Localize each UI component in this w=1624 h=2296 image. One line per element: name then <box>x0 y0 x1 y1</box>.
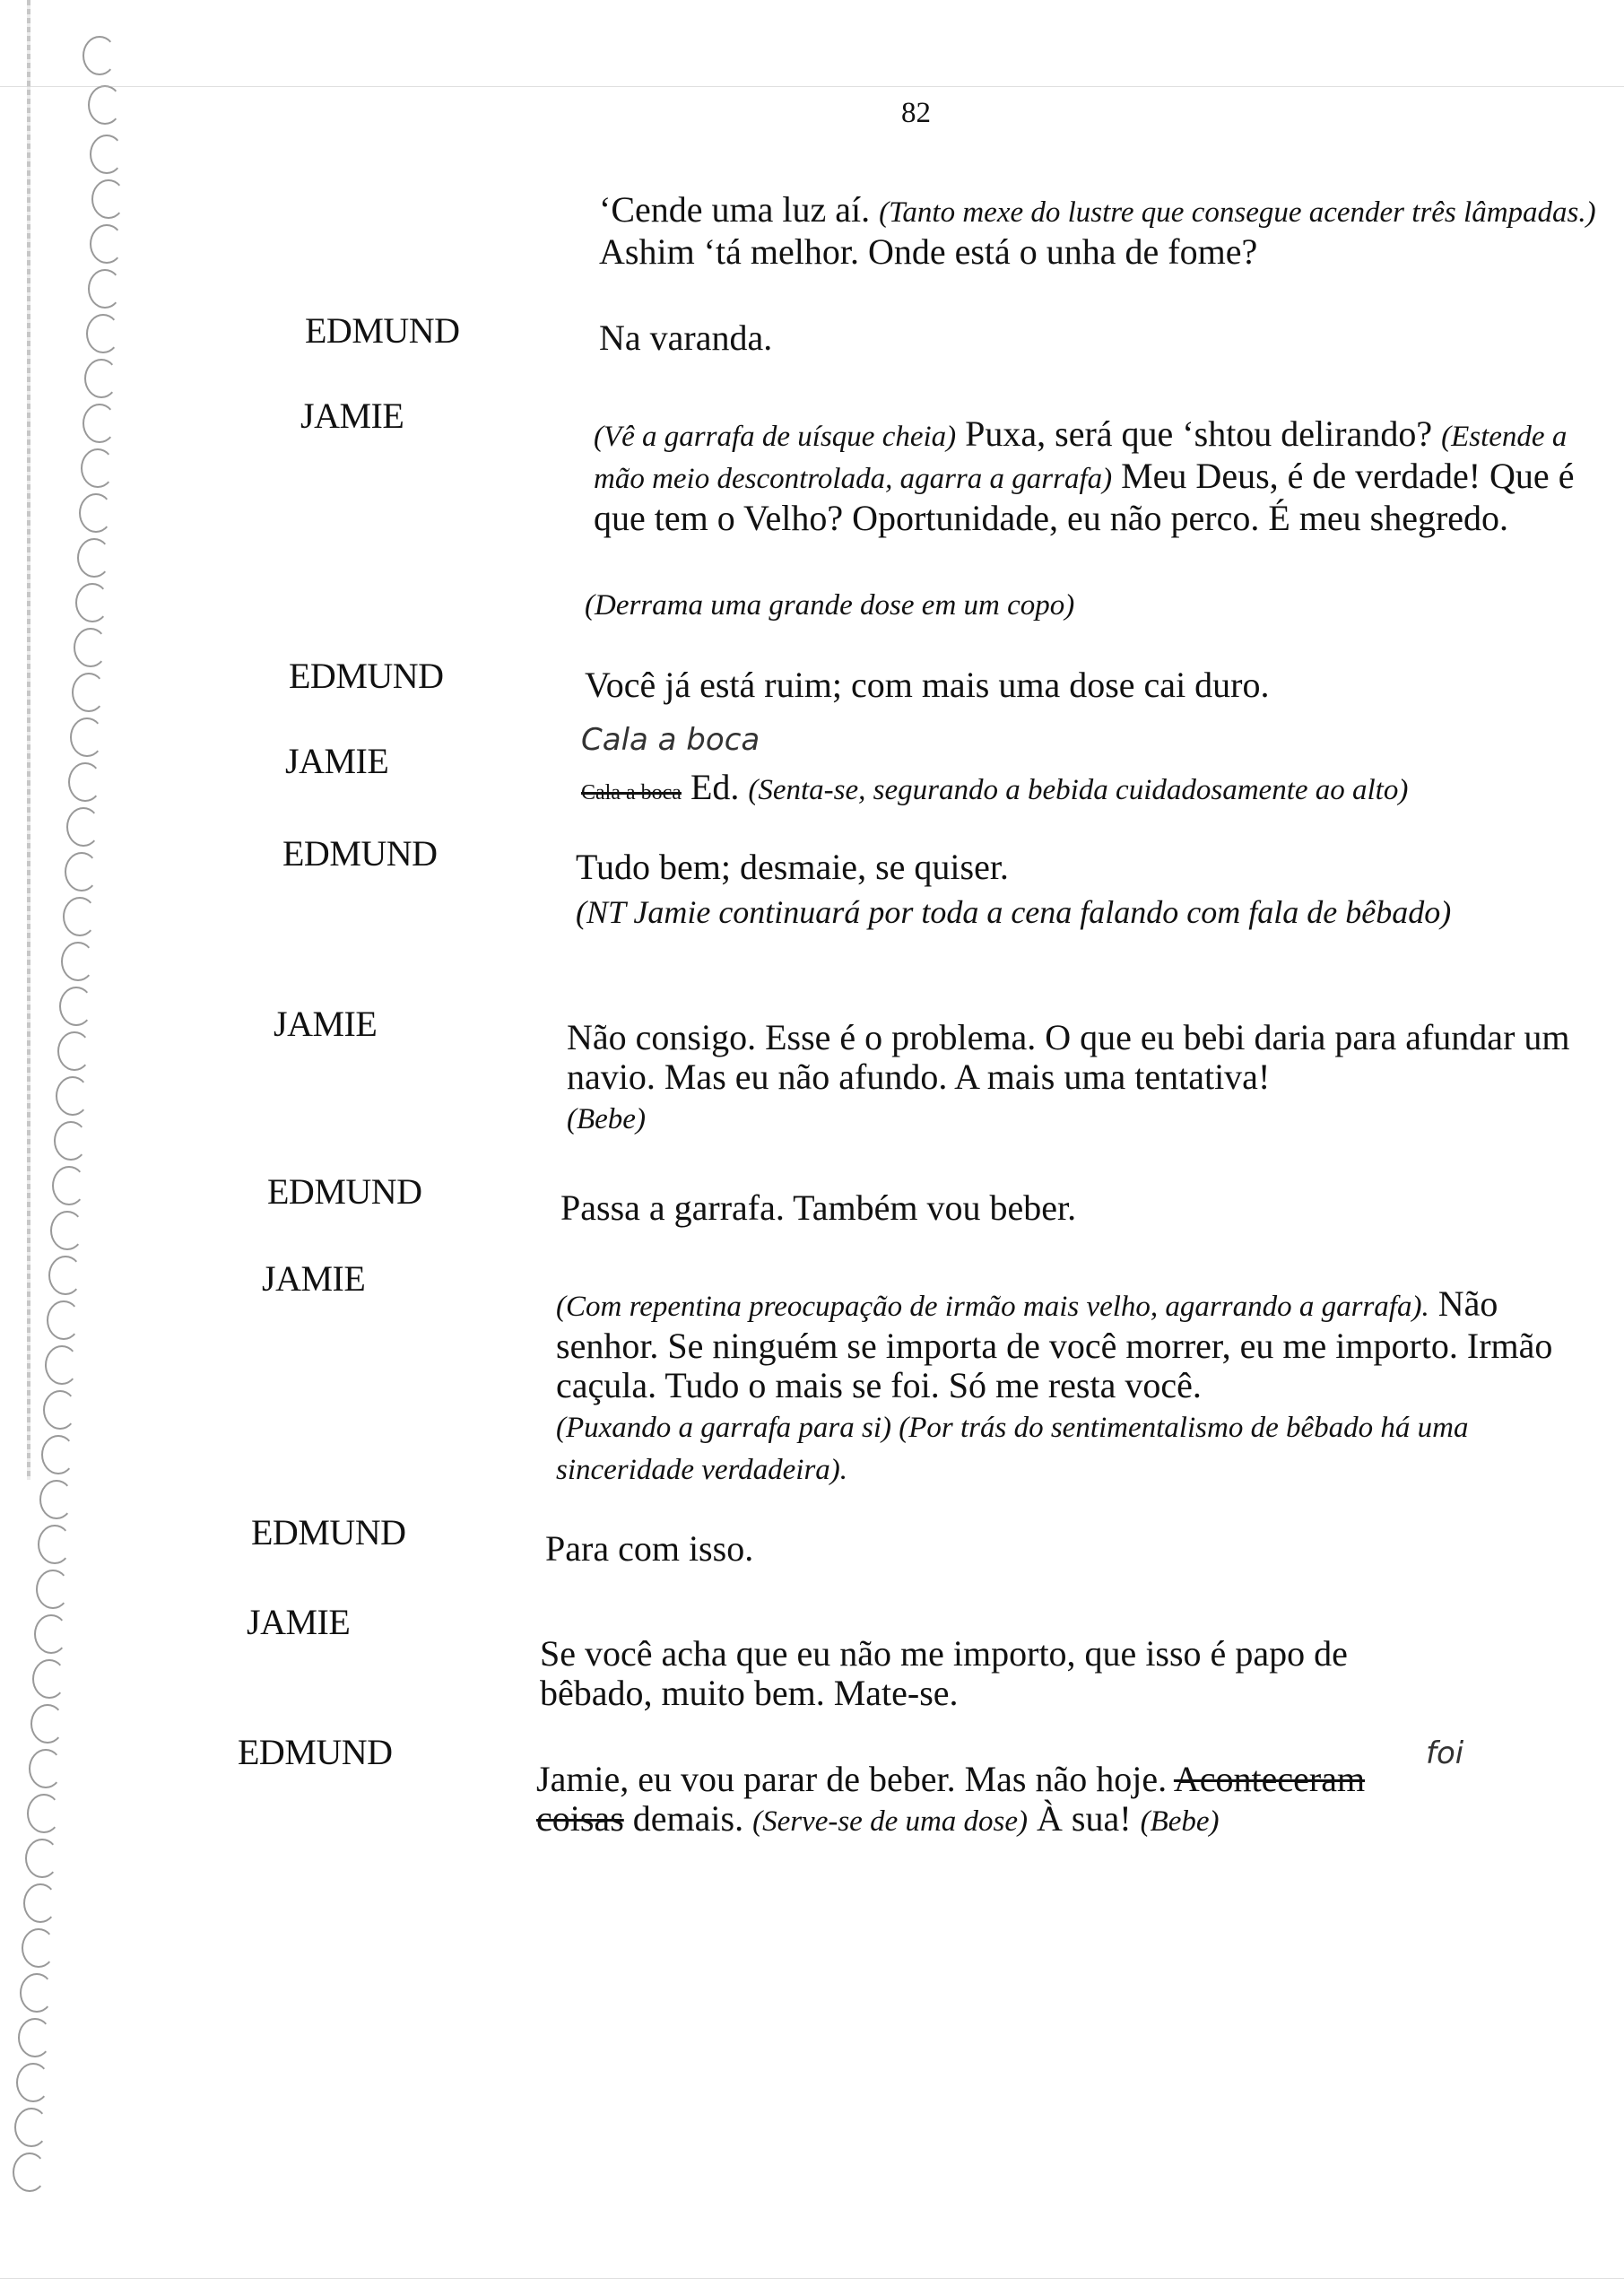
binding-hole <box>45 1345 79 1385</box>
binding-hole <box>81 448 115 488</box>
stage-direction: (Derrama uma grande dose em um copo) <box>585 589 1075 622</box>
dialogue-text: Puxa, será que ‘shtou delirando? <box>956 413 1442 454</box>
binding-hole <box>68 762 102 802</box>
binding-hole <box>43 1390 77 1430</box>
binding-hole <box>59 987 93 1026</box>
stage-direction: (Estende a mão meio descontrolada, agarra a garrafa) <box>594 421 1568 495</box>
stage-direction: (Serve-se de uma dose) <box>752 1805 1029 1838</box>
binding-hole <box>88 85 122 125</box>
speaker-edmund: EDMUND <box>305 310 460 351</box>
page-number: 82 <box>901 97 931 129</box>
binding-hole <box>52 1166 86 1205</box>
binding-hole <box>86 314 120 353</box>
binding-hole <box>16 2063 50 2102</box>
binding-hole <box>66 807 100 847</box>
binding-margin <box>0 0 63 2296</box>
binding-hole <box>41 1435 75 1474</box>
stage-direction: (Vê a garrafa de uísque cheia) <box>594 421 957 453</box>
dialogue-line <box>536 1760 1541 1841</box>
binding-hole <box>74 628 108 667</box>
dialogue-line <box>599 190 1603 272</box>
speaker-edmund: EDMUND <box>238 1732 393 1772</box>
binding-hole <box>84 359 118 398</box>
stage-direction: (Tanto mexe do lustre que consegue acender três lâmpadas.) <box>879 196 1596 229</box>
speaker-edmund: EDMUND <box>289 656 444 696</box>
binding-hole <box>63 897 97 936</box>
dialogue-text: Passa a garrafa. Também vou beber. <box>560 1187 1077 1228</box>
binding-hole <box>39 1480 74 1519</box>
binding-hole <box>90 224 124 264</box>
binding-hole <box>25 1839 59 1878</box>
dialogue-line <box>585 583 1589 625</box>
binding-hole <box>14 2108 48 2147</box>
speaker-edmund: EDMUND <box>282 833 438 874</box>
binding-hole <box>88 269 122 309</box>
speaker-edmund: EDMUND <box>251 1512 406 1552</box>
binding-hole <box>57 1031 91 1071</box>
binding-hole <box>13 2152 47 2192</box>
handwritten-correction: Cala a boca <box>581 722 760 758</box>
speaker-jamie: JAMIE <box>247 1602 351 1642</box>
binding-hole <box>23 1883 57 1923</box>
dialogue-line <box>594 414 1598 538</box>
dialogue-text: Não consigo. Esse é o problema. O que eu bebi daria para afundar um navio. Mas eu não afundo. A mais uma tentativa! <box>567 1017 1570 1097</box>
binding-hole <box>47 1300 81 1340</box>
dialogue-line <box>599 318 1603 358</box>
stage-direction: (Bebe) <box>1140 1805 1220 1838</box>
dialogue-line <box>581 768 1585 813</box>
dialogue-text: Você já está ruim; com mais uma dose cai duro. <box>585 665 1270 705</box>
dialogue-text: demais. <box>623 1798 753 1839</box>
binding-hole <box>65 852 99 891</box>
speaker-jamie: JAMIE <box>262 1258 366 1299</box>
scan-line <box>0 2278 1624 2279</box>
binding-hole <box>72 673 106 712</box>
binding-hole <box>20 1973 54 2013</box>
struck-text: coisas <box>536 1798 624 1839</box>
speaker-jamie: JAMIE <box>285 741 389 781</box>
binding-hole <box>38 1525 72 1564</box>
dialogue-line <box>576 848 1580 887</box>
binding-edge <box>27 0 30 1480</box>
dialogue-text: ‘Cende uma luz aí. <box>599 189 880 230</box>
binding-hole <box>70 718 104 757</box>
translator-note: (NT Jamie continuará por toda a cena falando com fala de bêbado) <box>576 894 1452 930</box>
binding-hole <box>34 1614 68 1654</box>
binding-hole <box>77 538 111 578</box>
dialogue-text: Na varanda. <box>599 317 773 358</box>
dialogue-line <box>545 1529 1550 1569</box>
handwritten-correction: foi <box>1426 1735 1464 1771</box>
binding-hole <box>30 1704 65 1744</box>
dialogue-line <box>540 1634 1455 1713</box>
binding-hole <box>27 1794 61 1833</box>
binding-hole <box>75 583 109 622</box>
stage-direction: (Senta-se, segurando a bebida cuidadosamente ao alto) <box>748 774 1409 806</box>
binding-hole <box>36 1570 70 1609</box>
binding-hole <box>22 1928 56 1968</box>
binding-hole <box>79 493 113 533</box>
stage-direction: (Puxando a garrafa para si) (Por trás do sentimentalismo de bêbado há uma sinceridade verdadeira). <box>556 1412 1469 1486</box>
dialogue-line <box>556 1284 1560 1490</box>
dialogue-line <box>576 892 1490 932</box>
binding-hole <box>83 404 117 443</box>
binding-hole <box>90 135 124 174</box>
dialogue-text: Jamie, eu vou parar de beber. Mas não hoje. <box>536 1759 1174 1799</box>
binding-hole <box>32 1659 66 1699</box>
stage-direction: (Com repentina preocupação de irmão mais velho, agarrando a garrafa). <box>556 1291 1429 1323</box>
dialogue-text: Não senhor. Se ninguém se importa de você morrer, eu me importo. Irmão caçula. Tudo o mais se foi. Só me resta você. <box>556 1283 1553 1405</box>
dialogue-text: Tudo bem; desmaie, se quiser. <box>576 847 1009 887</box>
speaker-jamie: JAMIE <box>300 396 404 436</box>
scan-line <box>0 86 1624 87</box>
binding-hole <box>29 1749 63 1788</box>
speaker-edmund: EDMUND <box>267 1171 422 1212</box>
binding-hole <box>83 36 117 75</box>
dialogue-line <box>560 1188 1565 1228</box>
speaker-jamie: JAMIE <box>274 1004 378 1044</box>
dialogue-text: Para com isso. <box>545 1528 754 1569</box>
binding-hole <box>54 1121 88 1161</box>
stage-direction: (Bebe) <box>567 1103 646 1135</box>
dialogue-text: Se você acha que eu não me importo, que isso é papo de bêbado, muito bem. Mate-se. <box>540 1633 1348 1713</box>
struck-text: Aconteceram <box>1173 1759 1366 1799</box>
binding-hole <box>61 942 95 981</box>
dialogue-line <box>567 1018 1571 1139</box>
struck-text: Cala a boca <box>581 781 682 804</box>
dialogue-text: À sua! <box>1028 1798 1141 1839</box>
binding-hole <box>56 1076 90 1116</box>
dialogue-text: Ed. <box>681 767 749 807</box>
binding-hole <box>18 2018 52 2057</box>
binding-hole <box>48 1256 83 1295</box>
dialogue-text: Ashim ‘tá melhor. Onde está o unha de fome? <box>599 231 1258 272</box>
binding-hole <box>50 1211 84 1250</box>
binding-hole <box>91 179 126 219</box>
dialogue-line <box>585 665 1589 705</box>
dialogue-text: Meu Deus, é de verdade! Que é que tem o Velho? Oportunidade, eu não perco. É meu shegredo. <box>594 456 1575 538</box>
